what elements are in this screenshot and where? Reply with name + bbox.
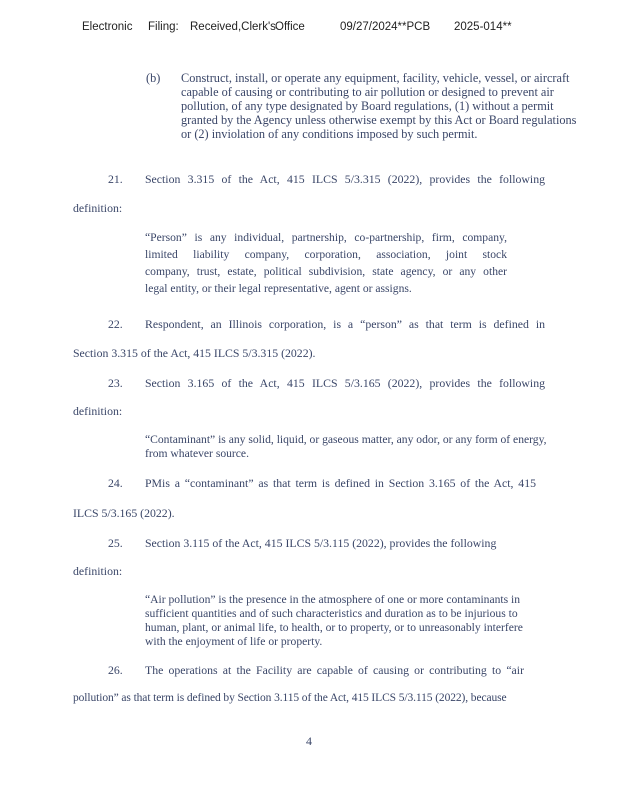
quote-person-definition (145, 229, 507, 297)
paragraph-22-number: 22. (108, 317, 123, 331)
header-date-pcb: 09/27/2024**PCB (340, 21, 431, 33)
paragraph-21-line1: Section 3.315 of the Act, 415 ILCS 5/3.315 (2022), provides the following (145, 172, 545, 186)
quote-contaminant-definition (145, 433, 560, 461)
quote-person-line1: “Person” is any individual, partnership, co-partnership, firm, company, (145, 231, 507, 244)
paragraph-25-line2: definition: (73, 564, 123, 578)
paragraph-25-number: 25. (108, 536, 123, 550)
header-case-number: 2025-014** (454, 21, 512, 33)
quote-person-line2: limited liability company, corporation, association, joint stock (145, 248, 507, 261)
efiling-stamp-header (82, 21, 522, 37)
quote-person-line3: company, trust, estate, political subdivision, state agency, or any other (145, 265, 507, 278)
paragraph-23-line1: Section 3.165 of the Act, 415 ILCS 5/3.165 (2022), provides the following (145, 376, 545, 390)
subitem-b-label: (b) (146, 71, 161, 85)
page-number: 4 (306, 734, 312, 748)
subitem-b-text: Construct, install, or operate any equipment, facility, vehicle, vessel, or aircraft capable of causing or contributing to air pollution or designed to prevent air pollution, of any type designated by Board regulations, (1) without a permit granted by the Agency unless otherwise exempt by this Act or Board regulations or (2) inviolation of any conditions imposed by such permit. (181, 71, 577, 141)
paragraph-26-number: 26. (108, 663, 123, 677)
paragraph-21-number: 21. (108, 172, 123, 186)
paragraph-24-line2: ILCS 5/3.165 (2022). (73, 506, 175, 520)
header-office: Office (275, 21, 305, 33)
paragraph-23-number: 23. (108, 376, 123, 390)
quote-contaminant-text: “Contaminant” is any solid, liquid, or gaseous matter, any odor, or any form of energy, from whatever source. (145, 433, 547, 460)
quote-air-pollution-text: “Air pollution” is the presence in the atmosphere of one or more contaminants in sufficient quantities and of such characteristics and duration as to be injurious to human, plant, or animal life, to health, or to property, or to unreasonably interfere with the enjoyment of life or property. (145, 593, 523, 648)
paragraph-24-number: 24. (108, 476, 123, 490)
paragraph-26-line2: pollution” as that term is defined by Section 3.115 of the Act, 415 ILCS 5/3.115 (2022), because (73, 692, 507, 704)
paragraph-23-line2: definition: (73, 404, 123, 418)
paragraph-25-line1: Section 3.115 of the Act, 415 ILCS 5/3.115 (2022), provides the following (145, 536, 497, 550)
header-electronic: Electronic (82, 21, 133, 33)
quote-person-line4: legal entity, or their legal representative, agent or assigns. (145, 282, 412, 295)
paragraph-26-line1: The operations at the Facility are capable of causing or contributing to “air (145, 663, 524, 677)
header-received-clerks: Received,Clerk's (190, 21, 276, 33)
paragraph-22-line2: Section 3.315 of the Act, 415 ILCS 5/3.315 (2022). (73, 346, 316, 360)
header-filing: Filing: (148, 21, 179, 33)
quote-air-pollution-definition (145, 593, 543, 649)
paragraph-24-line1: PMis a “contaminant” as that term is defined in Section 3.165 of the Act, 415 (145, 476, 536, 490)
paragraph-22-line1: Respondent, an Illinois corporation, is a “person” as that term is defined in (145, 317, 545, 331)
paragraph-21-line2: definition: (73, 201, 123, 215)
